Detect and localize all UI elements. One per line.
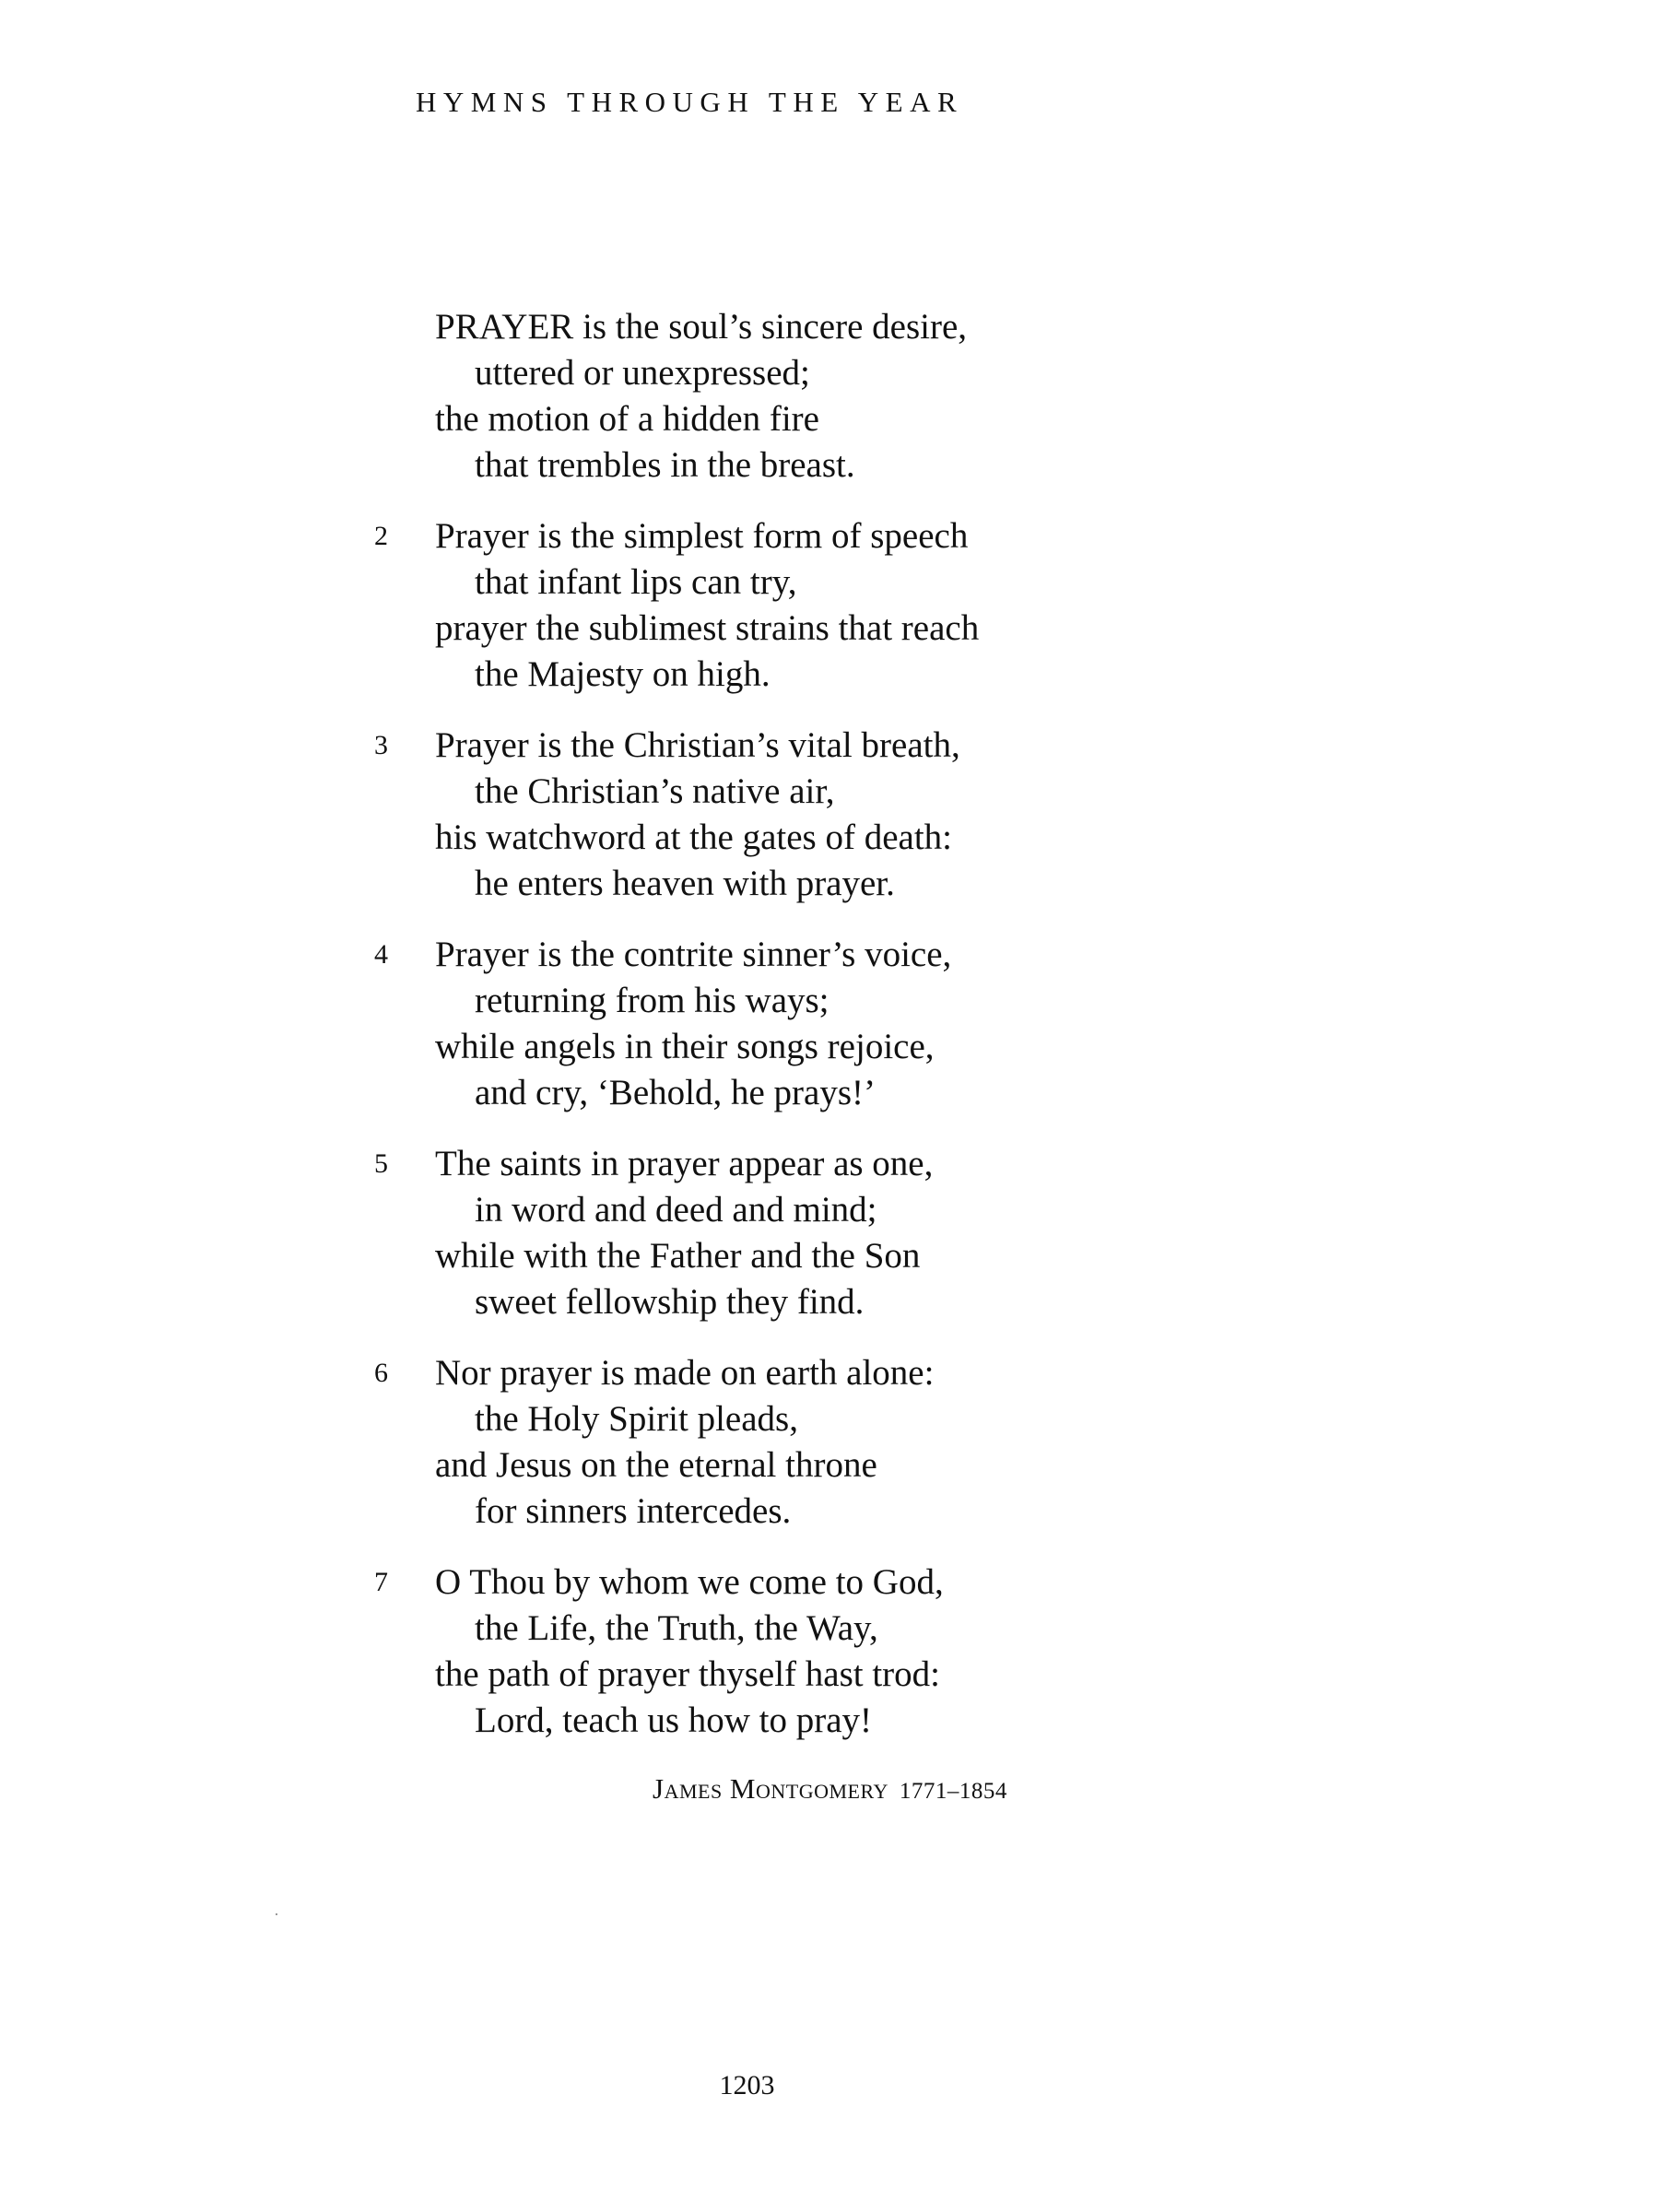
stanza-line: O Thou by whom we come to God, (435, 1562, 944, 1602)
stanza-line: returning from his ways; (475, 981, 830, 1020)
stanza-line: for sinners intercedes. (475, 1491, 792, 1531)
stanza-line: the Majesty on high. (475, 654, 771, 694)
stanza-line: that infant lips can try, (475, 562, 797, 602)
running-head: HYMNS THROUGH THE YEAR (416, 86, 964, 118)
stanza-5 (0, 1141, 1659, 1325)
hymn-text (0, 304, 1659, 1769)
stanza-line: Lord, teach us how to pray! (475, 1700, 873, 1740)
stanza-number: 3 (374, 730, 388, 760)
author-dates: 1771–1854 (899, 1779, 1007, 1804)
stanza-line: the Life, the Truth, the Way, (475, 1608, 878, 1648)
stanza-number: 5 (374, 1148, 388, 1179)
stanza-line: his watchword at the gates of death: (435, 818, 952, 857)
stanza-line: prayer the sublimest strains that reach (435, 608, 980, 648)
stanza-line: the Holy Spirit pleads, (475, 1399, 798, 1439)
stanza-line: Nor prayer is made on earth alone: (435, 1353, 935, 1393)
stanza-line: that trembles in the breast. (475, 445, 855, 485)
stanza-line: in word and deed and mind; (475, 1190, 877, 1230)
stanza-number: 2 (374, 521, 388, 551)
stanza-number: 4 (374, 939, 388, 970)
stanza-line: uttered or unexpressed; (475, 353, 810, 393)
scan-speck (276, 1913, 277, 1915)
page-number: 1203 (719, 2070, 775, 2100)
stanza-2 (0, 513, 1659, 698)
stanza-line: the Christian’s native air, (475, 771, 835, 811)
stanza-line: Prayer is the simplest form of speech (435, 516, 969, 556)
stanza-3 (0, 723, 1659, 907)
stanza-line: and Jesus on the eternal throne (435, 1445, 877, 1485)
stanza-line: the motion of a hidden fire (435, 399, 819, 439)
stanza-7 (0, 1559, 1659, 1744)
stanza-1 (0, 304, 1659, 488)
stanza-line: while angels in their songs rejoice, (435, 1027, 935, 1066)
attribution (653, 1772, 1007, 1806)
stanza-number: 6 (374, 1358, 388, 1388)
stanza-line: The saints in prayer appear as one, (435, 1144, 934, 1183)
stanza-line: sweet fellowship they find. (475, 1282, 865, 1322)
stanza-line: while with the Father and the Son (435, 1236, 921, 1276)
stanza-line: Prayer is the Christian’s vital breath, (435, 725, 960, 765)
stanza-4 (0, 932, 1659, 1116)
stanza-number: 7 (374, 1567, 388, 1597)
stanza-6 (0, 1350, 1659, 1535)
stanza-line: and cry, ‘Behold, he prays!’ (475, 1073, 876, 1112)
stanza-line: PRAYER is the soul’s sincere desire, (435, 307, 968, 347)
author-name: James Montgomery (653, 1772, 888, 1805)
stanza-line: the path of prayer thyself hast trod: (435, 1654, 940, 1694)
stanza-line: Prayer is the contrite sinner’s voice, (435, 935, 952, 974)
stanza-line: he enters heaven with prayer. (475, 864, 895, 903)
